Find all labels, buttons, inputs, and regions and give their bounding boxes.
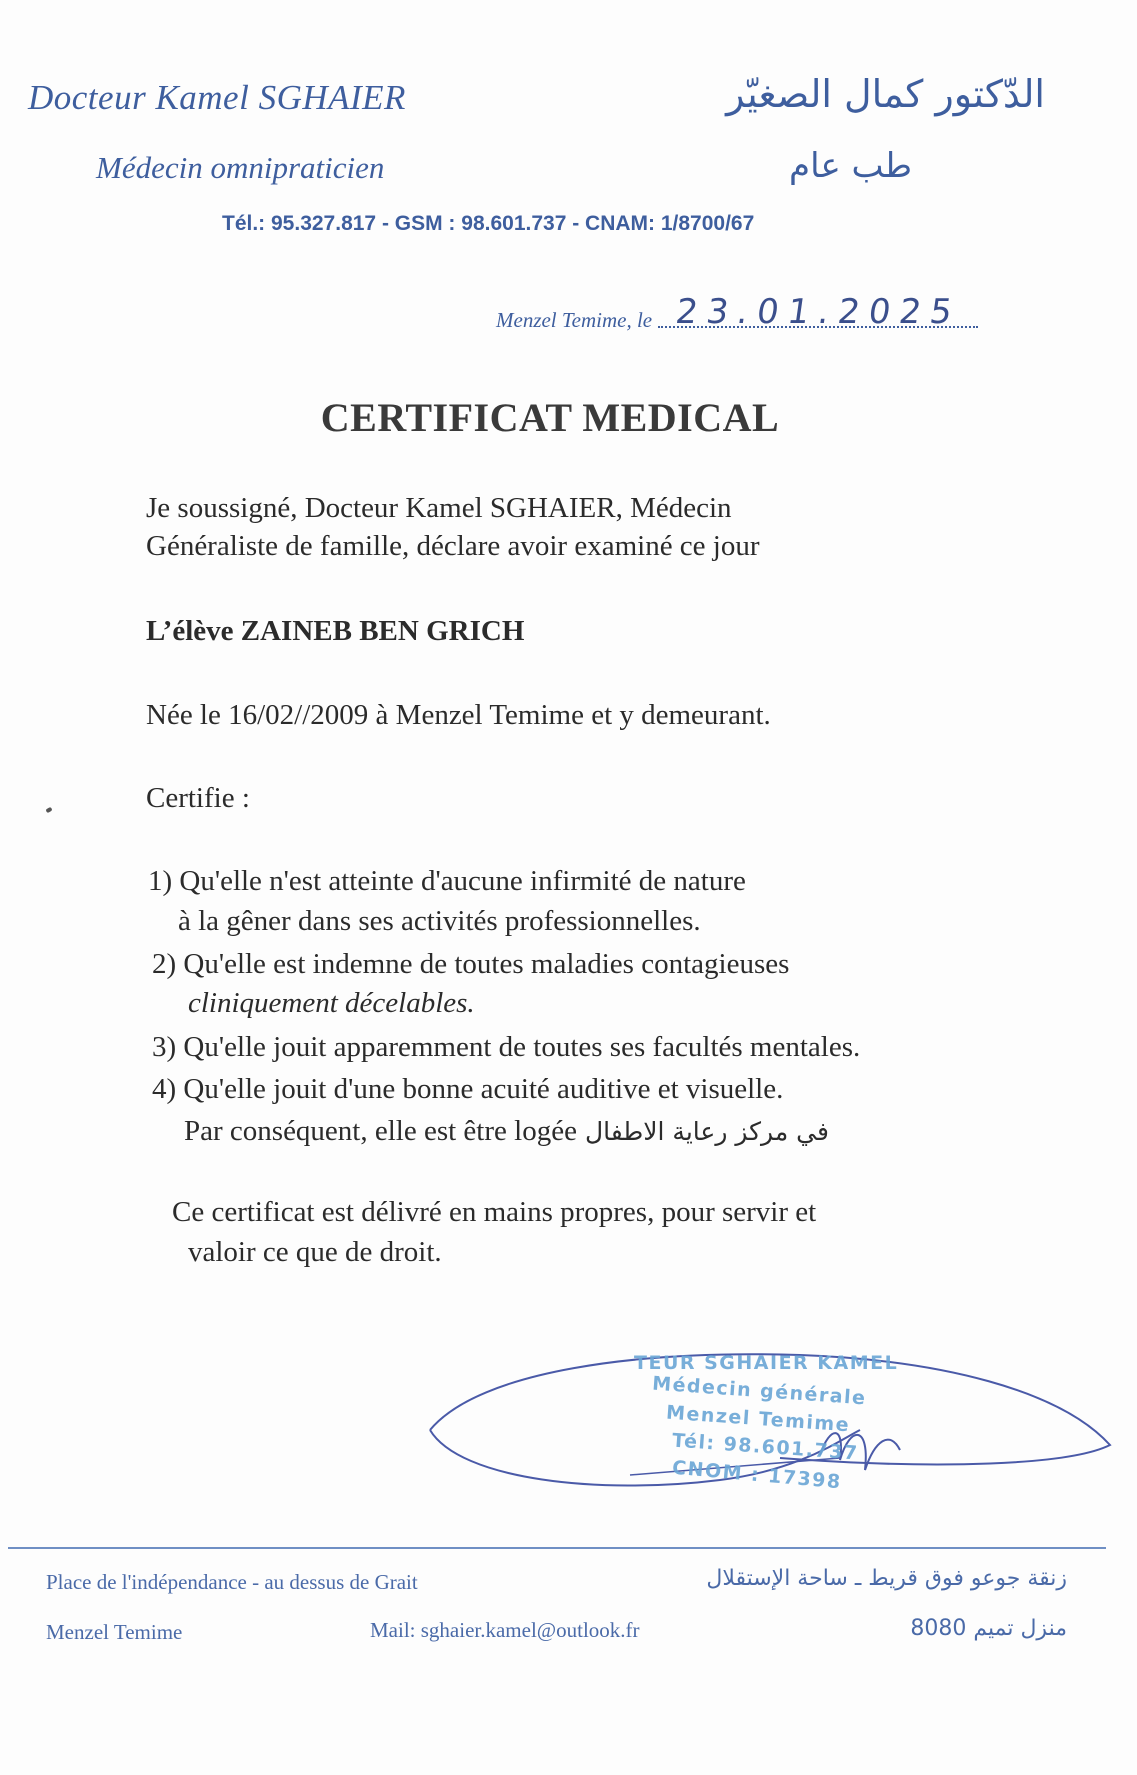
list-item-1: 1) Qu'elle n'est atteinte d'aucune infirmité de nature [148,865,746,897]
stamp-line-2: Médecin générale [651,1372,868,1410]
pupil-name: L’élève ZAINEB BEN GRICH [146,615,525,647]
date-field [658,286,978,332]
doctor-specialty-fr: Médecin omnipraticien [96,150,385,185]
list-item-4-cont [184,1112,829,1151]
doctor-stamp [420,1330,1120,1520]
list-item-3: 3) Qu'elle jouit apparemment de toutes ses facultés mentales. [152,1031,861,1063]
footer-address-fr: Place de l'indépendance - au dessus de Grait [46,1570,418,1594]
page-title: CERTIFICAT MEDICAL [320,395,780,440]
handwritten-date: 23.01.2025 [673,292,964,332]
consequence-text: Par conséquent, elle est être logée [184,1115,577,1147]
footer-town-ar: منزل تميم 8080 [910,1616,1067,1641]
consequence-text-ar: في مركز رعاية الاطفال [584,1117,829,1146]
list-item-4: 4) Qu'elle jouit d'une bonne acuité auditive et visuelle. [152,1073,784,1105]
intro-paragraph [146,489,760,565]
list-item-2: 2) Qu'elle est indemne de toutes maladies contagieuses [152,948,790,980]
footer-address-ar: زنقة جوعو فوق قريط ـ ساحة الإستقلال [706,1566,1067,1591]
footer-divider [8,1547,1106,1549]
doctor-name-fr: Docteur Kamel SGHAIER [28,78,406,117]
footer-town-fr: Menzel Temime [46,1620,183,1644]
closing-line-1: Ce certificat est délivré en mains propres, pour servir et [172,1196,817,1228]
certifie-label: Certifie : [146,782,250,814]
birth-info: Née le 16/02//2009 à Menzel Temime et y demeurant. [146,699,771,731]
footer-mail: Mail: sghaier.kamel@outlook.fr [370,1618,640,1642]
stamp-line-1: TEUR SGHAIER KAMEL [634,1352,899,1374]
list-item-2-cont: cliniquement décelables. [188,987,475,1019]
list-item-1-cont: à la gêner dans ses activités professionnelles. [178,905,701,937]
stamp-line-4: Tél: 98.601.737 [671,1429,860,1465]
doctor-name-ar: الدّكتور كمال الصغيّر [726,72,1045,116]
place-date [496,286,978,333]
paper-speck [45,807,52,813]
stamp-line-3: Menzel Temime [665,1401,851,1437]
contact-line: Tél.: 95.327.817 - GSM : 98.601.737 - CNAM: 1/8700/67 [222,212,755,235]
intro-line-2: Généraliste de famille, déclare avoir examiné ce jour [146,530,760,562]
doctor-specialty-ar: طب عام [789,146,912,186]
intro-line-1: Je soussigné, Docteur Kamel SGHAIER, Médecin [146,492,732,524]
place-label: Menzel Temime, le [496,308,653,332]
closing-line-2: valoir ce que de droit. [188,1236,442,1268]
stamp-line-5: CNOM : 17398 [671,1456,843,1494]
